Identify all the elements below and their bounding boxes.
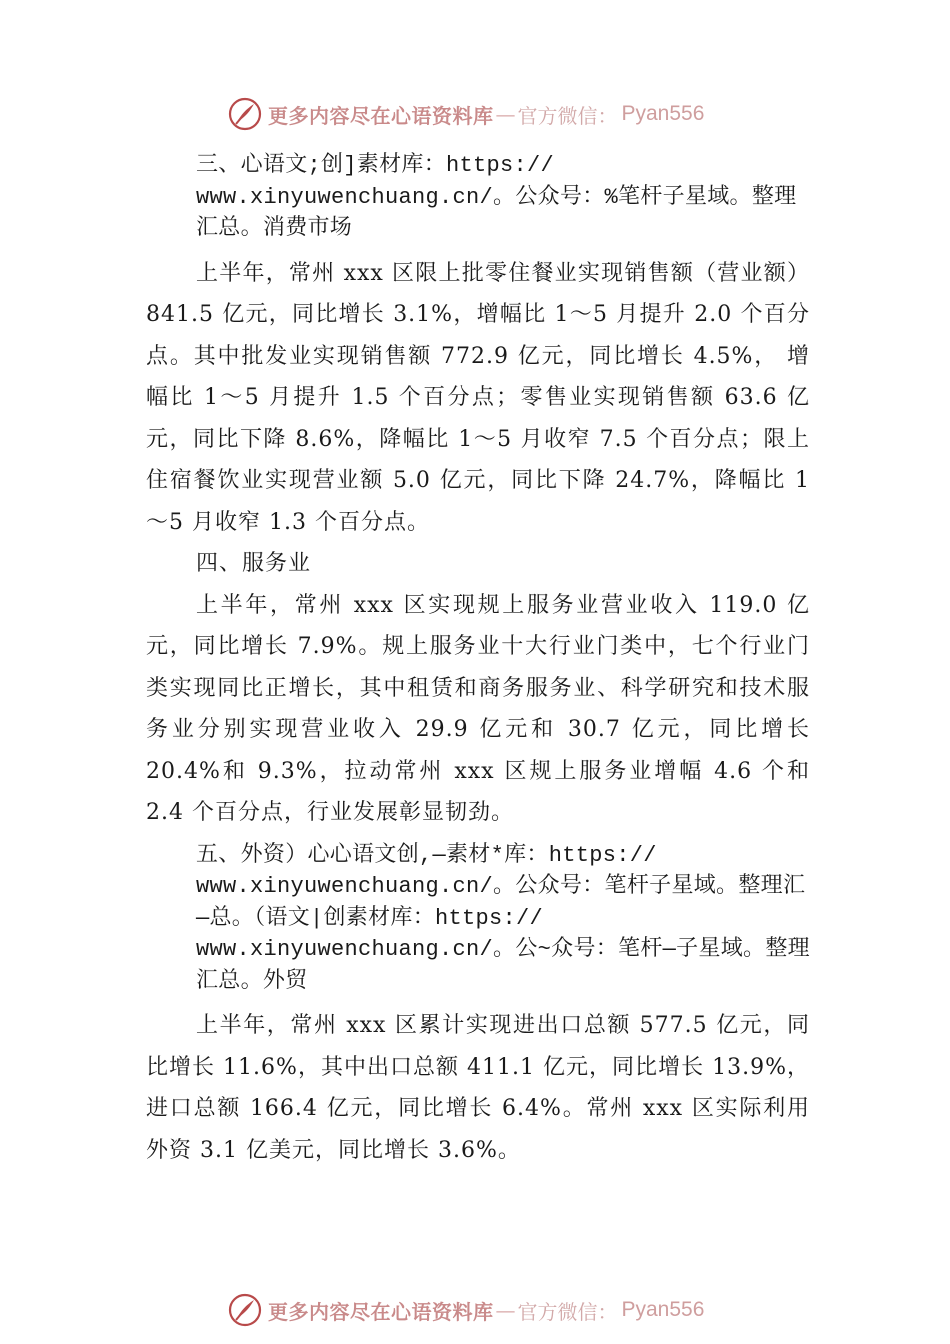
banner-title: 更多内容尽在心语资料库 — [268, 103, 494, 128]
banner-separator: — — [495, 102, 516, 126]
section-4-heading: 四、服务业 — [196, 551, 312, 576]
quill-pen-logo-icon — [228, 97, 262, 131]
section-5-paragraph: 上半年，常州 xxx 区累计实现进出口总额 577.5 亿元，同比增长 11.6%，其中出口总额 411.1 亿元，同比增长 13.9%，进口总额 166.4 亿元，同比增长 6.4%。常州 xxx 区实际利用外资 3.1 亿美元，同比增长 3.6%。 — [146, 1013, 810, 1163]
banner-separator: — — [495, 1298, 516, 1322]
header-banner — [228, 96, 704, 132]
banner-wechat-id: Pyan556 — [621, 102, 705, 125]
section-3-heading: 三、心语文;创]素材库：https:// www.xinyuwenchuang.cn/。公众号：%笔杆子星域。整理汇总。消费市场 — [196, 153, 797, 241]
banner-title: 更多内容尽在心语资料库 — [268, 1299, 494, 1324]
section-3-paragraph: 上半年，常州 xxx 区限上批零住餐业实现销售额（营业额）841.5 亿元，同比增长 3.1%，增幅比 1～5 月提升 2.0 个百分点。其中批发业实现销售额 772.9 亿元，同比增长 4.5%， 增幅比 1～5 月提升 1.5 个百分点；零售业实现销售额 63.6 亿元，同比下降 8.6%，降幅比 1～5 月收窄 7.5 个百分点；限上住宿餐饮业实现营业额 5.0 亿元，同比下降 24.7%，降幅比 1～5 月收窄 1.3 个百分点。 — [146, 260, 810, 535]
quill-pen-logo-icon — [228, 1293, 262, 1327]
banner-wechat-id: Pyan556 — [621, 1298, 705, 1321]
banner-wechat-label: 官方微信： — [517, 1299, 618, 1324]
section-5-heading: 五、外资）心心语文创,—素材*库：https:// www.xinyuwenchuang.cn/。公众号：笔杆子星域。整理汇—总。（语文|创素材库：https:// www.xinyuwenchuang.cn/。公~众号：笔杆—子星域。整理汇总。外贸 — [196, 842, 810, 994]
section-4-paragraph: 上半年，常州 xxx 区实现规上服务业营业收入 119.0 亿元，同比增长 7.9%。规上服务业十大行业门类中，七个行业门类实现同比正增长，其中租赁和商务服务业、科学研究和技术服务业分别实现营业收入 29.9 亿元和 30.7 亿元，同比增长 20.4%和 9.3%，拉动常州 xxx 区规上服务业增幅 4.6 个和 2.4 个百分点，行业发展彰显韧劲。 — [146, 592, 810, 825]
document-body — [146, 150, 810, 1171]
footer-banner — [228, 1292, 704, 1328]
banner-wechat-label: 官方微信： — [517, 103, 618, 128]
